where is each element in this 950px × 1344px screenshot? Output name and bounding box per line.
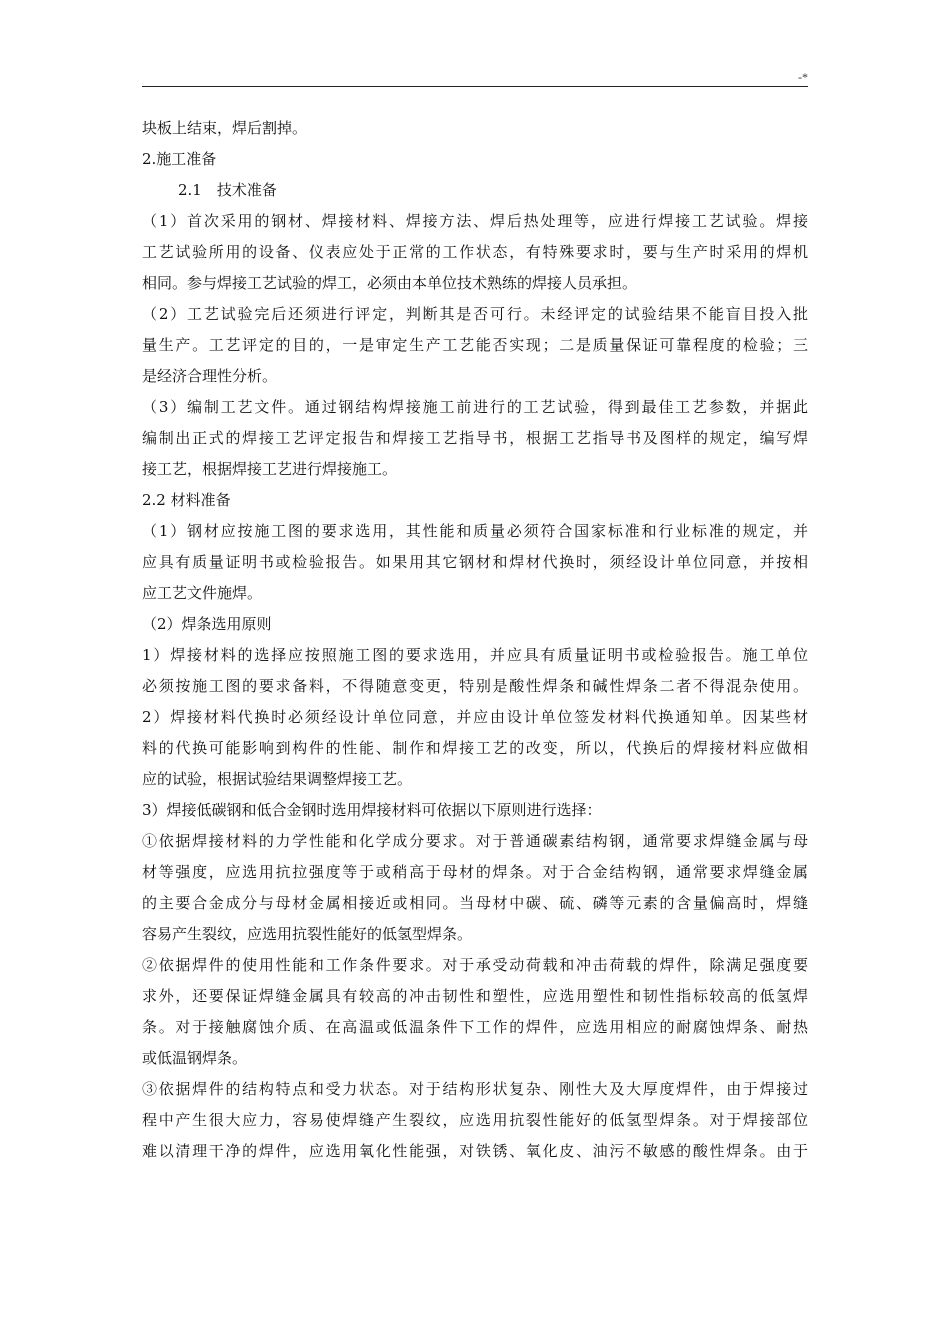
- text-line: 2）焊接材料代换时必须经设计单位同意，并应由设计单位签发材料代换通知单。因某些材: [142, 708, 808, 726]
- text-line: （1）钢材应按施工图的要求选用，其性能和质量必须符合国家标准和行业标准的规定，并: [142, 522, 808, 540]
- text-line: ①依据焊接材料的力学性能和化学成分要求。对于普通碳素结构钢，通常要求焊缝金属与母: [142, 832, 808, 850]
- text-line: 必须按施工图的要求备料，不得随意变更，特别是酸性焊条和碱性焊条二者不得混杂使用。: [142, 677, 808, 695]
- text-line: 1）焊接材料的选择应按照施工图的要求选用，并应具有质量证明书或检验报告。施工单位: [142, 646, 808, 664]
- text-line: （2）工艺试验完后还须进行评定，判断其是否可行。未经评定的试验结果不能盲目投入批: [142, 305, 808, 323]
- text-line: 条。对于接触腐蚀介质、在高温或低温条件下工作的焊件，应选用相应的耐腐蚀焊条、耐热: [142, 1018, 808, 1036]
- text-line: 量生产。工艺评定的目的，一是审定生产工艺能否实现；二是质量保证可靠程度的检验；三: [142, 336, 808, 354]
- header-rule: [142, 86, 808, 87]
- page-header-mark: -*: [798, 70, 808, 84]
- text-line: 相同。参与焊接工艺试验的焊工，必须由本单位技术熟练的焊接人员承担。: [142, 274, 638, 292]
- text-line: 3）焊接低碳钢和低合金钢时选用焊接材料可依据以下原则进行选择：: [142, 801, 602, 819]
- text-line: 编制出正式的焊接工艺评定报告和焊接工艺指导书，根据工艺指导书及图样的规定，编写焊: [142, 429, 808, 447]
- text-line: ②依据焊件的使用性能和工作条件要求。对于承受动荷载和冲击荷载的焊件，除满足强度要: [142, 956, 808, 974]
- text-line: ③依据焊件的结构特点和受力状态。对于结构形状复杂、刚性大及大厚度焊件，由于焊接过: [142, 1080, 808, 1098]
- text-line: 块板上结束，焊后割掉。: [142, 119, 308, 137]
- text-line: 求外，还要保证焊缝金属具有较高的冲击韧性和塑性，应选用塑性和韧性指标较高的低氢焊: [142, 987, 808, 1005]
- text-line: 的主要合金成分与母材金属相接近或相同。当母材中碳、硫、磷等元素的含量偏高时，焊缝: [142, 894, 808, 912]
- text-line: 料的代换可能影响到构件的性能、制作和焊接工艺的改变，所以，代换后的焊接材料应做相: [142, 739, 808, 757]
- text-line: （2）焊条选用原则: [142, 615, 272, 633]
- text-line: 是经济合理性分析。: [142, 367, 278, 385]
- text-line: 程中产生很大应力，容易使焊缝产生裂纹，应选用抗裂性能好的低氢型焊条。对于焊接部位: [142, 1111, 808, 1129]
- text-line: 或低温钢焊条。: [142, 1049, 248, 1067]
- section-heading: 2.施工准备: [142, 150, 217, 168]
- text-line: 难以清理干净的焊件，应选用氧化性能强，对铁锈、氧化皮、油污不敏感的酸性焊条。由于: [142, 1142, 808, 1160]
- text-line: 应具有质量证明书或检验报告。如果用其它钢材和焊材代换时，须经设计单位同意，并按相: [142, 553, 808, 571]
- text-line: 材等强度，应选用抗拉强度等于或稍高于母材的焊条。对于合金结构钢，通常要求焊缝金属: [142, 863, 808, 881]
- subsection-heading: 2.2 材料准备: [142, 491, 231, 509]
- text-line: 应的试验，根据试验结果调整焊接工艺。: [142, 770, 413, 788]
- subsection-heading: 2.1 技术准备: [178, 181, 277, 199]
- text-line: 容易产生裂纹，应选用抗裂性能好的低氢型焊条。: [142, 925, 473, 943]
- text-line: 应工艺文件施焊。: [142, 584, 263, 602]
- text-line: 接工艺，根据焊接工艺进行焊接施工。: [142, 460, 398, 478]
- text-line: （3）编制工艺文件。通过钢结构焊接施工前进行的工艺试验，得到最佳工艺参数，并据此: [142, 398, 808, 416]
- text-line: 工艺试验所用的设备、仪表应处于正常的工作状态，有特殊要求时，要与生产时采用的焊机: [142, 243, 808, 261]
- text-line: （1）首次采用的钢材、焊接材料、焊接方法、焊后热处理等，应进行焊接工艺试验。焊接: [142, 212, 808, 230]
